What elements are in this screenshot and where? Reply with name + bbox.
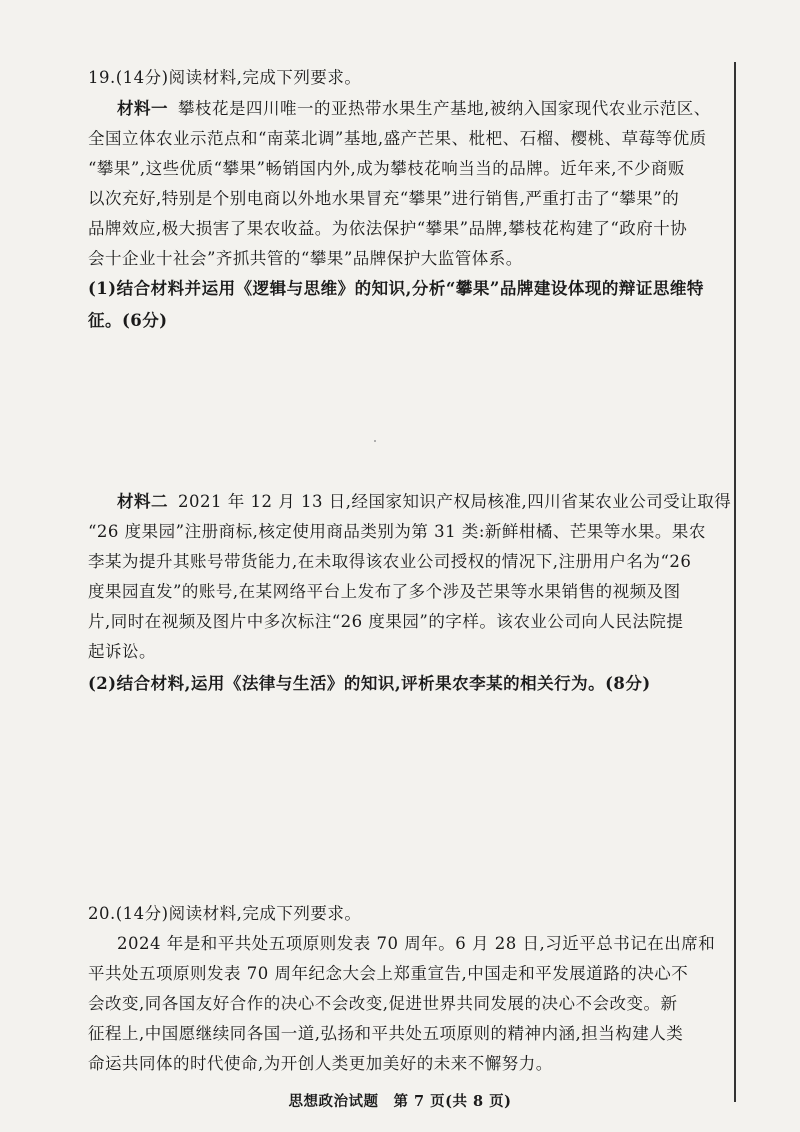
q19-material2-line-6: 起诉讼。: [88, 642, 156, 661]
material1-text: 攀枝花是四川唯一的亚热带水果生产基地,被纳入国家现代农业示范区、: [178, 99, 711, 118]
scan-speck: [374, 440, 376, 442]
q19-material1-line-6: 会十企业十社会”齐抓共管的“攀果”品牌保护大监管体系。: [88, 249, 523, 268]
q19-material1-line-4: 以次充好,特别是个别电商以外地水果冒充“攀果”进行销售,严重打击了“攀果”的: [88, 189, 680, 208]
q19-heading: 19.(14分)阅读材料,完成下列要求。: [88, 68, 362, 87]
q20-body-line-4: 征程上,中国愿继续同各国一道,弘扬和平共处五项原则的精神内涵,担当构建人类: [88, 1024, 684, 1043]
q19-sub1-line-1: (1)结合材料并运用《逻辑与思维》的知识,分析“攀果”品牌建设体现的辩证思维特: [88, 279, 704, 298]
margin-rule: [734, 62, 736, 1102]
page-footer: 思想政治试题 第 7 页(共 8 页): [288, 1093, 512, 1110]
material2-text: 2021 年 12 月 13 日,经国家知识产权局核准,四川省某农业公司受让取得: [178, 492, 732, 511]
q20-body-line-1: 2024 年是和平共处五项原则发表 70 周年。6 月 28 日,习近平总书记在出席和: [117, 934, 716, 953]
q19-material1-line-1: [117, 99, 711, 119]
q19-material1-line-3: “攀果”,这些优质“攀果”畅销国内外,成为攀枝花响当当的品牌。近年来,不少商贩: [88, 159, 685, 178]
material2-label: 材料二: [117, 492, 168, 511]
q19-material1-line-5: 品牌效应,极大损害了果农收益。为依法保护“攀果”品牌,攀枝花构建了“政府十协: [88, 219, 688, 238]
q19-material2-line-5: 片,同时在视频及图片中多次标注“26 度果园”的字样。该农业公司向人民法院提: [88, 612, 684, 631]
material1-label: 材料一: [117, 99, 168, 118]
q20-body-line-5: 命运共同体的时代使命,为开创人类更加美好的未来不懈努力。: [88, 1054, 553, 1073]
q20-body-line-2: 平共处五项原则发表 70 周年纪念大会上郑重宣告,中国走和平发展道路的决心不: [88, 964, 689, 983]
q20-body-line-3: 会改变,同各国友好合作的决心不会改变,促进世界共同发展的决心不会改变。新: [88, 994, 678, 1013]
q19-material1-line-2: 全国立体农业示范点和“南菜北调”基地,盛产芒果、枇杷、石榴、樱桃、草莓等优质: [88, 129, 707, 148]
q20-heading: 20.(14分)阅读材料,完成下列要求。: [88, 904, 362, 923]
q19-material2-line-1: [117, 492, 731, 512]
q19-material2-line-3: 李某为提升其账号带货能力,在未取得该农业公司授权的情况下,注册用户名为“26: [88, 552, 692, 571]
q19-material2-line-2: “26 度果园”注册商标,核定使用商品类别为第 31 类:新鲜柑橘、芒果等水果。果农: [88, 522, 706, 541]
q19-sub2-line-1: (2)结合材料,运用《法律与生活》的知识,评析果农李某的相关行为。(8分): [88, 674, 651, 693]
q19-sub1-line-2: 征。(6分): [88, 311, 168, 330]
q19-material2-line-4: 度果园直发”的账号,在某网络平台上发布了多个涉及芒果等水果销售的视频及图: [88, 582, 681, 601]
